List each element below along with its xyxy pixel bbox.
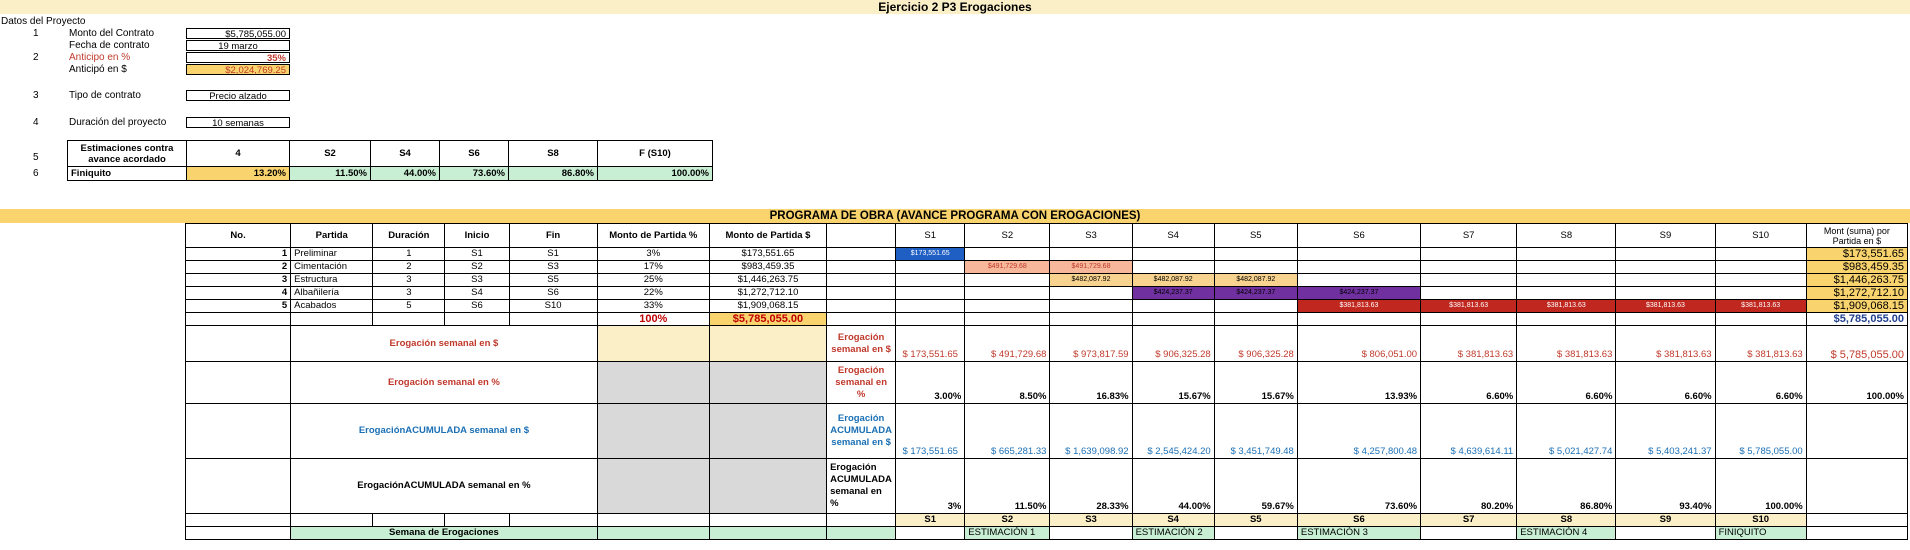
- week-label: S4: [1132, 514, 1214, 527]
- week-label: S1: [896, 514, 965, 527]
- gantt-cell: [1297, 248, 1420, 261]
- row-fin[interactable]: S10: [509, 300, 597, 313]
- erog-pesos-side: Erogación semanal en $: [827, 326, 896, 362]
- gantt-cell: [896, 287, 965, 300]
- acum-pesos-row: [186, 404, 1908, 459]
- row-inicio[interactable]: S6: [445, 300, 509, 313]
- gantt-cell: $482,087.92: [1132, 274, 1214, 287]
- erog-pct-value: 8.50%: [965, 362, 1050, 404]
- empty-cell: [597, 326, 709, 362]
- row-fin[interactable]: S6: [509, 287, 597, 300]
- row-no: 3: [186, 274, 291, 287]
- week-label: S7: [1421, 514, 1517, 527]
- row-pct[interactable]: 33%: [597, 300, 709, 313]
- row-fin[interactable]: S3: [509, 261, 597, 274]
- header-no: No.: [186, 224, 291, 248]
- acum-pesos-value: $ 1,639,098.92: [1050, 404, 1132, 459]
- week-label-row: [186, 514, 1908, 527]
- gantt-cell: $381,813.63: [1517, 300, 1616, 313]
- row-inicio[interactable]: S4: [445, 287, 509, 300]
- empty-cell: [896, 313, 965, 326]
- acum-pct-value: 59.67%: [1214, 459, 1297, 514]
- acum-pct-value: 28.33%: [1050, 459, 1132, 514]
- empty-cell: [597, 459, 709, 514]
- est-num-5: 5: [33, 152, 39, 163]
- week-header: S9: [1616, 224, 1715, 248]
- gantt-cell: [1616, 287, 1715, 300]
- empty-cell: [709, 326, 826, 362]
- erog-pct-value: 6.60%: [1517, 362, 1616, 404]
- empty-cell: [827, 514, 896, 527]
- acum-pesos-value: $ 665,281.33: [965, 404, 1050, 459]
- erog-pesos-value: $ 906,325.28: [1132, 326, 1214, 362]
- week-label: S3: [1050, 514, 1132, 527]
- gantt-cell: [1421, 261, 1517, 274]
- week-label: S8: [1517, 514, 1616, 527]
- datos-num-2: 2: [33, 52, 39, 63]
- week-header: S8: [1517, 224, 1616, 248]
- row-sum: $1,909,068.15: [1806, 300, 1907, 313]
- gantt-cell: [1715, 248, 1806, 261]
- row-monto[interactable]: $1,272,712.10: [709, 287, 826, 300]
- empty-cell: [186, 326, 291, 362]
- acum-pesos-value: $ 4,257,800.48: [1297, 404, 1420, 459]
- anticipo-pct-cell[interactable]: 35%: [186, 52, 290, 63]
- gantt-cell: [965, 300, 1050, 313]
- erog-pct-value: 15.67%: [1132, 362, 1214, 404]
- empty-cell: [186, 362, 291, 404]
- acum-pct-value: 93.40%: [1616, 459, 1715, 514]
- gantt-cell: $424,237.37: [1132, 287, 1214, 300]
- est-header: S4: [371, 141, 440, 167]
- total-row: [186, 313, 1908, 326]
- gantt-cell: [1517, 248, 1616, 261]
- week-header: S7: [1421, 224, 1517, 248]
- empty-cell: [1421, 313, 1517, 326]
- fecha-contrato-cell[interactable]: 19 marzo: [186, 40, 290, 51]
- row-monto[interactable]: $983,459.35: [709, 261, 826, 274]
- empty-cell: [827, 313, 896, 326]
- row-no: 2: [186, 261, 291, 274]
- empty-cell: [1806, 527, 1907, 540]
- est-header: S8: [509, 141, 598, 167]
- sum-header: Mont (suma) por Partida en $: [1806, 224, 1907, 248]
- tipo-contrato-cell[interactable]: Precio alzado: [186, 90, 290, 101]
- table-row: [186, 248, 1908, 261]
- header-monto: Monto de Partida $: [709, 224, 826, 248]
- row-spacer: [827, 274, 896, 287]
- acum-pct-row: [186, 459, 1908, 514]
- gantt-cell: [1715, 261, 1806, 274]
- row-sum: $1,446,263.75: [1806, 274, 1907, 287]
- est-value-cell[interactable]: 13.20%: [187, 167, 290, 181]
- erog-pct-value: 16.83%: [1050, 362, 1132, 404]
- estimacion-label: [1616, 527, 1715, 540]
- erog-pct-value: 6.60%: [1421, 362, 1517, 404]
- acum-pct-value: 100.00%: [1715, 459, 1806, 514]
- empty-cell: [445, 313, 509, 326]
- acum-pct-side: Erogación ACUMULADA semanal en %: [827, 459, 896, 514]
- erog-pesos-value: $ 381,813.63: [1517, 326, 1616, 362]
- row-inicio[interactable]: S3: [445, 274, 509, 287]
- total-monto: $5,785,055.00: [709, 313, 826, 326]
- empty-cell: [709, 514, 826, 527]
- gantt-cell: [1214, 300, 1297, 313]
- empty-cell: [186, 404, 291, 459]
- row-inicio[interactable]: S1: [445, 248, 509, 261]
- row-partida: Estructura: [291, 274, 373, 287]
- acum-pesos-value: $ 173,551.65: [896, 404, 965, 459]
- empty-cell: [1806, 514, 1907, 527]
- empty-cell: [373, 514, 445, 527]
- gantt-cell: [1050, 287, 1132, 300]
- empty-cell: [965, 313, 1050, 326]
- est-value-cell[interactable]: 73.60%: [440, 167, 509, 181]
- gantt-cell: [1421, 287, 1517, 300]
- datos-label-fecha: Fecha de contrato: [69, 40, 150, 51]
- gantt-cell: $424,237.37: [1214, 287, 1297, 300]
- est-header: 4: [187, 141, 290, 167]
- estimacion-label: [1214, 527, 1297, 540]
- gantt-cell: [896, 261, 965, 274]
- week-header: S10: [1715, 224, 1806, 248]
- gantt-cell: [965, 248, 1050, 261]
- empty-cell: [1132, 313, 1214, 326]
- gantt-cell: [1297, 274, 1420, 287]
- gantt-cell: [1297, 261, 1420, 274]
- erog-pesos-value: $ 173,551.65: [896, 326, 965, 362]
- semana-label: Semana de Erogaciones: [291, 527, 598, 540]
- gantt-cell: $491,729.68: [965, 261, 1050, 274]
- acum-pct-value: 73.60%: [1297, 459, 1420, 514]
- gantt-cell: $381,813.63: [1297, 300, 1420, 313]
- programa-title: PROGRAMA DE OBRA (AVANCE PROGRAMA CON EROGACIONES): [769, 210, 1141, 222]
- empty-cell: [1050, 313, 1132, 326]
- row-pct[interactable]: 3%: [597, 248, 709, 261]
- week-label: S2: [965, 514, 1050, 527]
- gantt-cell: [1214, 248, 1297, 261]
- est-value-cell[interactable]: 100.00%: [598, 167, 713, 181]
- week-header: S2: [965, 224, 1050, 248]
- row-spacer: [827, 261, 896, 274]
- erog-pesos-value: $ 806,051.00: [1297, 326, 1420, 362]
- empty-cell: [1806, 404, 1907, 459]
- semana-row: [186, 527, 1908, 540]
- row-partida: Albañilería: [291, 287, 373, 300]
- erog-pesos-value: $ 906,325.28: [1214, 326, 1297, 362]
- gantt-cell: [1421, 248, 1517, 261]
- empty-cell: [709, 459, 826, 514]
- header-inicio: Inicio: [445, 224, 509, 248]
- week-label: S9: [1616, 514, 1715, 527]
- empty-cell: [597, 514, 709, 527]
- table-row: [186, 300, 1908, 313]
- estimacion-label: ESTIMACIÓN 3: [1297, 527, 1420, 540]
- gantt-cell: [1616, 261, 1715, 274]
- empty-cell: [186, 514, 291, 527]
- header-pct: Monto de Partida %: [597, 224, 709, 248]
- week-header: S1: [896, 224, 965, 248]
- week-header: S5: [1214, 224, 1297, 248]
- datos-label-tipo: Tipo de contrato: [69, 90, 141, 101]
- gantt-cell: [1132, 248, 1214, 261]
- gantt-cell: $482,087.92: [1214, 274, 1297, 287]
- row-fin[interactable]: S1: [509, 248, 597, 261]
- gantt-cell: $173,551.65: [896, 248, 965, 261]
- erog-pesos-value: $ 381,813.63: [1715, 326, 1806, 362]
- row-duracion[interactable]: 2: [373, 261, 445, 274]
- empty-cell: [291, 514, 373, 527]
- erog-pct-value: 15.67%: [1214, 362, 1297, 404]
- gantt-cell: [1616, 274, 1715, 287]
- week-label: S5: [1214, 514, 1297, 527]
- anticipo-monto-cell[interactable]: $2,024,769.25: [186, 64, 290, 75]
- gantt-cell: [896, 274, 965, 287]
- empty-cell: [509, 514, 597, 527]
- gantt-cell: [1517, 274, 1616, 287]
- datos-heading: Datos del Proyecto: [1, 16, 86, 27]
- row-no: 1: [186, 248, 291, 261]
- empty-cell: [1806, 459, 1907, 514]
- gantt-cell: $381,813.63: [1616, 300, 1715, 313]
- est-header: S2: [290, 141, 371, 167]
- row-duracion[interactable]: 3: [373, 274, 445, 287]
- row-pct[interactable]: 17%: [597, 261, 709, 274]
- header-spacer: [827, 224, 896, 248]
- estimacion-label: ESTIMACIÓN 2: [1132, 527, 1214, 540]
- empty-cell: [827, 527, 896, 540]
- gantt-cell: [1517, 261, 1616, 274]
- row-pct[interactable]: 22%: [597, 287, 709, 300]
- acum-pesos-value: $ 3,451,749.48: [1214, 404, 1297, 459]
- estimacion-label: ESTIMACIÓN 4: [1517, 527, 1616, 540]
- erog-pesos-value: $ 973,817.59: [1050, 326, 1132, 362]
- total-sum: $5,785,055.00: [1806, 313, 1907, 326]
- empty-cell: [186, 459, 291, 514]
- week-header: S3: [1050, 224, 1132, 248]
- acum-pesos-side: Erogación ACUMULADA semanal en $: [827, 404, 896, 459]
- row-duracion[interactable]: 3: [373, 287, 445, 300]
- empty-cell: [1616, 313, 1715, 326]
- erog-pesos-value: $ 491,729.68: [965, 326, 1050, 362]
- erog-pct-value: 6.60%: [1616, 362, 1715, 404]
- erog-pct-label: Erogación semanal en %: [291, 362, 598, 404]
- table-row: [186, 274, 1908, 287]
- acum-pesos-value: $ 5,021,427.74: [1517, 404, 1616, 459]
- gantt-cell: [1715, 274, 1806, 287]
- empty-cell: [709, 362, 826, 404]
- erog-pct-value: 13.93%: [1297, 362, 1420, 404]
- empty-cell: [1517, 313, 1616, 326]
- sheet-title: Ejercicio 2 P3 Erogaciones: [878, 0, 1032, 14]
- datos-label-duracion: Duración del proyecto: [69, 117, 167, 128]
- empty-cell: [597, 362, 709, 404]
- erog-pct-side: Erogación semanal en %: [827, 362, 896, 404]
- gantt-cell: [1421, 274, 1517, 287]
- row-spacer: [827, 300, 896, 313]
- erog-pesos-value: $ 381,813.63: [1616, 326, 1715, 362]
- erog-pesos-row: [186, 326, 1908, 362]
- estimaciones-table: [67, 140, 713, 181]
- estimacion-label: [1050, 527, 1132, 540]
- empty-cell: [509, 313, 597, 326]
- gantt-cell: [965, 287, 1050, 300]
- estimacion-label: [1421, 527, 1517, 540]
- row-partida: Acabados: [291, 300, 373, 313]
- gantt-cell: [1132, 261, 1214, 274]
- empty-cell: [291, 313, 373, 326]
- acum-pct-value: 80.20%: [1421, 459, 1517, 514]
- datos-label-anticipo-monto: Anticipó en $: [69, 64, 127, 75]
- row-monto[interactable]: $1,446,263.75: [709, 274, 826, 287]
- gantt-cell: [1050, 248, 1132, 261]
- table-row: [186, 261, 1908, 274]
- est-value-cell[interactable]: 44.00%: [371, 167, 440, 181]
- row-no: 4: [186, 287, 291, 300]
- acum-pct-value: 44.00%: [1132, 459, 1214, 514]
- erog-pesos-label: Erogación semanal en $: [291, 326, 598, 362]
- gantt-cell: $491,729.68: [1050, 261, 1132, 274]
- row-sum: $173,551.65: [1806, 248, 1907, 261]
- acum-pesos-label: ErogaciónACUMULADA semanal en $: [291, 404, 598, 459]
- erog-pesos-value: $ 381,813.63: [1421, 326, 1517, 362]
- row-partida: Preliminar: [291, 248, 373, 261]
- row-fin[interactable]: S5: [509, 274, 597, 287]
- gantt-cell: $424,237.37: [1297, 287, 1420, 300]
- row-no: 5: [186, 300, 291, 313]
- empty-cell: [186, 527, 291, 540]
- acum-pesos-value: $ 5,785,055.00: [1715, 404, 1806, 459]
- datos-num-3: 3: [33, 90, 39, 101]
- empty-cell: [186, 313, 291, 326]
- gantt-cell: [896, 300, 965, 313]
- header-fin: Fin: [509, 224, 597, 248]
- empty-cell: [709, 404, 826, 459]
- monto-contrato-cell[interactable]: $5,785,055.00: [186, 28, 290, 39]
- empty-cell: [373, 313, 445, 326]
- empty-cell: [597, 404, 709, 459]
- row-spacer: [827, 248, 896, 261]
- row-partida: Cimentación: [291, 261, 373, 274]
- est-num-6: 6: [33, 168, 39, 179]
- acum-pct-label: ErogaciónACUMULADA semanal en %: [291, 459, 598, 514]
- gantt-cell: [1715, 287, 1806, 300]
- row-duracion[interactable]: 5: [373, 300, 445, 313]
- row-spacer: [827, 287, 896, 300]
- erog-pct-value: 6.60%: [1715, 362, 1806, 404]
- est-value-cell[interactable]: 86.80%: [509, 167, 598, 181]
- acum-pct-value: 3%: [896, 459, 965, 514]
- empty-cell: [1715, 313, 1806, 326]
- gantt-cell: [965, 274, 1050, 287]
- gantt-cell: [1132, 300, 1214, 313]
- empty-cell: [597, 527, 709, 540]
- empty-cell: [709, 527, 826, 540]
- week-header: S4: [1132, 224, 1214, 248]
- empty-cell: [1214, 313, 1297, 326]
- gantt-cell: $381,813.63: [1421, 300, 1517, 313]
- gantt-cell: [1214, 261, 1297, 274]
- acum-pct-value: 11.50%: [965, 459, 1050, 514]
- row-sum: $983,459.35: [1806, 261, 1907, 274]
- finiquito-label: Finiquito: [68, 167, 187, 181]
- acum-pesos-value: $ 5,403,241.37: [1616, 404, 1715, 459]
- datos-label-monto: Monto del Contrato: [69, 28, 155, 39]
- acum-pesos-value: $ 4,639,614.11: [1421, 404, 1517, 459]
- gantt-cell: [1050, 300, 1132, 313]
- empty-cell: [1297, 313, 1420, 326]
- est-header-label: Estimaciones contra avance acordado: [68, 141, 187, 167]
- est-header: S6: [440, 141, 509, 167]
- row-duracion[interactable]: 1: [373, 248, 445, 261]
- erog-pct-row: [186, 362, 1908, 404]
- week-label: S10: [1715, 514, 1806, 527]
- row-sum: $1,272,712.10: [1806, 287, 1907, 300]
- programa-table: [185, 223, 1908, 540]
- erog-pesos-total: $ 5,785,055.00: [1806, 326, 1907, 362]
- row-monto[interactable]: $173,551.65: [709, 248, 826, 261]
- empty-cell: [445, 514, 509, 527]
- datos-num-4: 4: [33, 117, 39, 128]
- total-pct: 100%: [597, 313, 709, 326]
- datos-label-anticipo-pct: Anticipo en %: [69, 52, 131, 63]
- table-row: [186, 287, 1908, 300]
- estimacion-label: [896, 527, 965, 540]
- duracion-cell[interactable]: 10 semanas: [186, 117, 290, 128]
- erog-pct-total: 100.00%: [1806, 362, 1907, 404]
- acum-pesos-value: $ 2,545,424.20: [1132, 404, 1214, 459]
- estimacion-label: ESTIMACIÓN 1: [965, 527, 1050, 540]
- header-partida: Partida: [291, 224, 373, 248]
- header-duracion: Duración: [373, 224, 445, 248]
- gantt-cell: $381,813.63: [1715, 300, 1806, 313]
- row-monto[interactable]: $1,909,068.15: [709, 300, 826, 313]
- acum-pct-value: 86.80%: [1517, 459, 1616, 514]
- gantt-cell: [1616, 248, 1715, 261]
- gantt-cell: $482,087.92: [1050, 274, 1132, 287]
- row-pct[interactable]: 25%: [597, 274, 709, 287]
- est-value-cell[interactable]: 11.50%: [290, 167, 371, 181]
- estimacion-label: FINIQUITO: [1715, 527, 1806, 540]
- erog-pct-value: 3.00%: [896, 362, 965, 404]
- week-header: S6: [1297, 224, 1420, 248]
- row-inicio[interactable]: S2: [445, 261, 509, 274]
- est-header: F (S10): [598, 141, 713, 167]
- datos-num-1: 1: [33, 28, 39, 39]
- gantt-cell: [1517, 287, 1616, 300]
- week-label: S6: [1297, 514, 1420, 527]
